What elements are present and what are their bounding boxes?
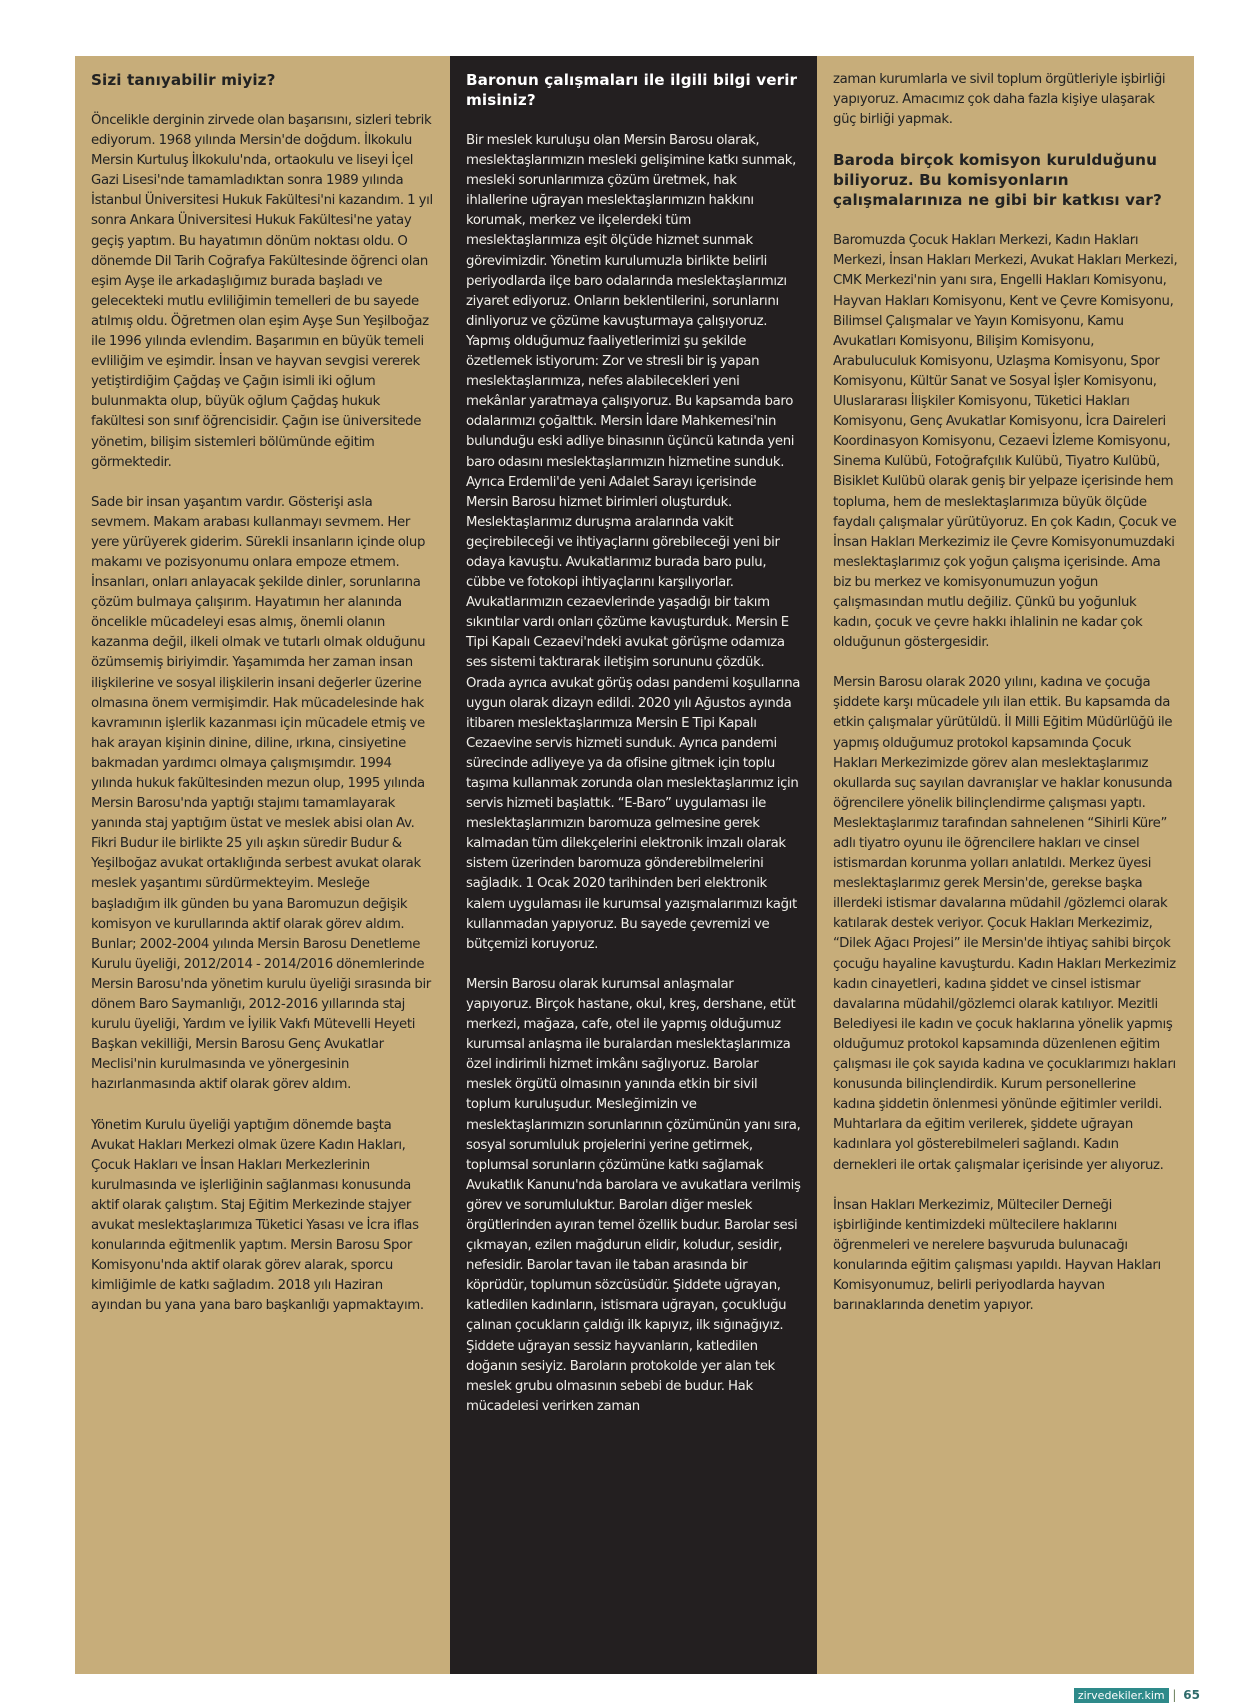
page-number: 65 (1183, 1688, 1200, 1702)
interview-column-1 (75, 56, 450, 1674)
answer-paragraph: Bunlar; 2002-2004 yılında Mersin Barosu Denetleme Kurulu üyeliği, 2012/2014 - 2014/2016 dönemlerinde Mersin Barosu'nda yönetim kurulu üyeliği sırasında bir dönem Baro Saymanlığı, 2012-2016 yıllarında staj kurulu üyeliği, Yardım ve İyilik Vakfı Mütevelli Heyeti Başkan vekilliği, Mersin Barosu Genç Avukatlar Meclisi'nin kurulmasında ve yönergesinin hazırlanmasında aktif olarak görev aldım. (91, 936, 431, 1093)
question-heading: Baroda birçok komisyon kurulduğunu biliyoruz. Bu komisyonların çalışmalarınıza ne gibi bir katkısı var? (833, 151, 1162, 210)
answer-paragraph: Sade bir insan yaşantım vardır. Gösterişi asla sevmem. Makam arabası kullanmayı sevmem. Her yere yürüyerek giderim. Sürekli insanların içinde olup makamı ve pozisyonumu onlara empoze etmem. İnsanları, onları anlayacak şekilde dinler, sorunlarına çözüm bulmaya çalışırım. Hayatımın her alanında öncelikle mücadeleyi esas almış, önemli olanın kazanma değil, ilkeli olmak ve tutarlı olmak olduğunu özümsemiş biriyimdir. Yaşamımda her zaman insan ilişkilerine ve sosyal ilişkilerin insani değerler üzerine olmasına önem vermişimdir. Hak mücadelesinde hak kavramının işlerlik kazanması için mücadele etmiş ve hak arayan kişinin dinine, diline, ırkına, cinsiyetine bakmadan yardımcı olmaya çalışmışımdır. 1994 yılında hukuk fakültesinden mezun olup, 1995 yılında Mersin Barosu'nda yaptığı stajımı tamamlayarak yanında staj yaptığım üstat ve meslek abisi olan Av. Fikri Budur ile birlikte 25 yılı aşkın süredir Budur & Yeşilboğaz avukat ortaklığında serbest avukat olarak meslek yaşantımı sürdürmekteyim. Mesleğe başladığım ilk günden bu yana Baromuzun değişik komisyon ve kurullarında aktif olarak görev aldım. (91, 494, 426, 932)
question-heading: Sizi tanıyabilir miyiz? (91, 71, 276, 89)
answer-paragraph: Mersin Barosu olarak 2020 yılını, kadına ve çocuğa şiddete karşı mücadele yılı ilan ettik. Bu kapsamda da etkin çalışmalar yürütüldü. İl Milli Eğitim Müdürlüğü ile yapmış olduğumuz protokol kapsamında Çocuk Hakları Merkezimizde görev alan meslektaşlarımız okullarda suç sayılan davranışlar ve haklar konusunda öğrencilere yönelik bilinçlendirme çalışması yaptı. Meslektaşlarımız tarafından sahnelenen “Sihirli Küre” adlı tiyatro oyunu ile öğrencilere hakları ve cinsel istismardan korunma yolları anlatıldı. Merkez üyesi meslektaşlarımız gerek Mersin'de, gerekse başka illerdeki istismar davalarına müdahil /gözlemci olarak katılarak destek veriyor. Çocuk Hakları Merkezimiz, “Dilek Ağacı Projesi” ile Mersin'de ihtiyaç sahibi birçok çocuğu hayaline kavuşturdu. Kadın Hakları Merkezimiz kadın cinayetleri, kadına şiddet ve cinsel istismar davalarına müdahil/gözlemci olarak katılıyor. Mezitli Belediyesi ile kadın ve çocuk haklarına yönelik yapmış olduğumuz protokol kapsamında düzenlenen eğitim çalışması ile çok sayıda kadına ve çocuklarımızı hakları konusunda bilinçlendirdik. Kurum personellerine kadına şiddetin önlenmesi yönünde eğitimler verildi. Muhtarlara da eğitim verilerek, şiddete uğrayan kadınlara yol gösterebilmeleri sağlandı. Kadın dernekleri ile ortak çalışmalar içerisinde yer alıyoruz. (833, 675, 1176, 1173)
interview-column-2 (450, 56, 817, 1674)
answer-paragraph: Mersin Barosu olarak kurumsal anlaşmalar yapıyoruz. Birçok hastane, okul, kreş, dershane, etüt merkezi, mağaza, cafe, otel ile yapmış olduğumuz kurumsal anlaşma ile buralardan meslektaşlarımıza özel indirimli hizmet imkânı sağlıyoruz. Barolar meslek örgütü olmasının yanında etkin bir sivil toplum kuruluşudur. Mesleğimizin ve meslektaşlarımızın sorunlarının çözümünün yanı sıra, sosyal sorumluluk projelerini yerine getirmek, toplumsal sorunların çözümüne katkı sağlamak Avukatlık Kanunu'nda barolara ve avukatlara verilmiş görev ve sorumluluktur. Baroları diğer meslek örgütlerinden ayıran temel özellik budur. Barolar sesi çıkmayan, ezilen mağdurun elidir, koludur, sesidir, nefesidir. Barolar tavan ile taban arasında bir köprüdür, toplumun sözcüsüdür. Şiddete uğrayan, katledilen kadınların, istismara uğrayan, çocukluğu çalınan çocukların çaldığı ilk kapıyız, ilk sığınağıyız. Şiddete uğrayan sessiz hayvanların, katledilen doğanın sesiyiz. Baroların protokolde yer alan tek meslek grubu olmasının sebebi de budur. Hak mücadelesi verirken zaman (466, 976, 801, 1414)
answer-paragraph: Bir meslek kuruluşu olan Mersin Barosu olarak, meslektaşlarımızın mesleki gelişimine katkı sunmak, mesleki sorunlarımıza çözüm üretmek, hak ihlallerine uğrayan meslektaşlarımızın hakkını korumak, merkez ve ilçelerdeki tüm meslektaşlarımıza eşit ölçüde hizmet sunmak görevimizdir. Yönetim kurulumuzla birlikte belirli periyodlarda ilçe baro odalarında meslektaşlarımızı ziyaret ediyoruz. Onların beklentilerini, sorunlarını dinliyoruz ve çözüme kavuşturmaya çalışıyoruz. (466, 133, 796, 329)
answer-paragraph: Öncelikle derginin zirvede olan başarısını, sizleri tebrik ediyorum. 1968 yılında Mersin'de doğdum. İlkokulu Mersin Kurtuluş İlkokulu'nda, ortaokulu ve liseyi İçel Gazi Lisesi'nde tamamladıktan sonra 1989 yılında İstanbul Üniversitesi Hukuk Fakültesi'ni kazandım. 1 yıl sonra Ankara Üniversitesi Hukuk Fakültesi'ne yatay geçiş yaptım. Bu hayatımın dönüm noktası oldu. O dönemde Dil Tarih Coğrafya Fakültesinde öğrenci olan eşim Ayşe ile arkadaşlığımız burada başladı ve gelecekteki mutlu evliliğimin temelleri de bu sayede atılmış oldu. Öğretmen olan eşim Ayşe Sun Yeşilboğaz ile 1996 yılında evlendim. Başarımın en büyük temeli evliliğim ve eşimdir. İnsan ve hayvan sevgisi vererek yetiştirdiğim Çağdaş ve Çağın isimli iki oğlum bulunmakta olup, büyük oğlum Çağdaş hukuk fakültesi son sınıf öğrencisidir. Çağın ise üniversitede yönetim, bilişim sistemleri bölümünde eğitim görmektedir. (91, 113, 433, 470)
answer-paragraph: Baromuzda Çocuk Hakları Merkezi, Kadın Hakları Merkezi, İnsan Hakları Merkezi, Avukat Hakları Merkezi, CMK Merkezi'nin yanı sıra, Engelli Hakları Komisyonu, Hayvan Hakları Komisyonu, Kent ve Çevre Komisyonu, Bilimsel Çalışmalar ve Yayın Komisyonu, Kamu Avukatları Komisyonu, Bilişim Komisyonu, Arabuluculuk Komisyonu, Uzlaşma Komisyonu, Spor Komisyonu, Kültür Sanat ve Sosyal İşler Komisyonu, Uluslararası İlişkiler Komisyonu, Tüketici Hakları Komisyonu, Genç Avukatlar Komisyonu, İcra Daireleri Koordinasyon Komisyonu, Cezaevi İzleme Komisyonu, Sinema Kulübü, Fotoğrafçılık Kulübü, Tiyatro Kulübü, Bisiklet Kulübü olarak geniş bir yelpaze içerisinde hem topluma, hem de meslektaşlarımıza büyük ölçüde faydalı çalışmalar yürütüyoruz. En çok Kadın, Çocuk ve İnsan Hakları Merkezimiz ile Çevre Komisyonumuzdaki meslektaşlarımız çok yoğun çalışma içerisinde. Ama biz bu merkez ve komisyonumuzun yoğun çalışmasından mutlu değiliz. Çünkü bu yoğunluk kadın, çocuk ve çevre hakkı ihlalinin ne kadar çok olduğunun göstergesidir. (833, 233, 1178, 651)
page-footer (1074, 1688, 1200, 1702)
question-heading: Baronun çalışmaları ile ilgili bilgi verir misiniz? (466, 71, 798, 109)
footer-site: zirvedekiler.kim (1074, 1688, 1169, 1703)
interview-column-3 (817, 56, 1194, 1674)
footer-divider: | (1172, 1688, 1177, 1702)
answer-paragraph: Yapmış olduğumuz faaliyetlerimizi şu şekilde özetlemek istiyorum: Zor ve stresli bir iş yapan meslektaşlarımıza, nefes alabilecekleri yeni mekânlar yaratmaya çalışıyoruz. Bu kapsamda baro odalarımızı çoğalttık. Mersin İdare Mahkemesi'nin bulunduğu eski adliye binasının üçüncü katında yeni baro odasını meslektaşlarımızın hizmetine sunduk. Ayrıca Erdemli'de yeni Adalet Sarayı içerisinde Mersin Barosu hizmet birimleri oluşturduk. Meslektaşlarımız duruşma aralarında vakit geçirebileceği ve ihtiyaçlarını görebileceği yeni bir odaya kavuştu. Avukatlarımız burada baro pulu, cübbe ve fotokopi ihtiyaçlarını karşılıyorlar. Avukatlarımızın cezaevlerinde yaşadığı bir takım sıkıntılar vardı onları çözüme kavuşturduk. Mersin E Tipi Kapalı Cezaevi'ndeki avukat görüşme odamıza ses sistemi taktırarak iletişim sorununu çözdük. Orada ayrıca avukat görüş odası pandemi koşullarına uygun olarak dizayn edildi. 2020 yılı Ağustos ayında itibaren meslektaşlarımıza Mersin E Tipi Kapalı Cezaevine servis hizmeti sunduk. Ayrıca pandemi sürecinde adliyeye ya da ofisine gitmek için toplu taşıma kullanmak zorunda olan meslektaşlarımız için servis hizmeti başlattık. “E-Baro” uygulaması ile meslektaşlarımızın baromuza gelmesine gerek kalmadan tüm dilekçelerini elektronik imzalı olarak sistem üzerinden baromuza gönderebilmelerini sağladık. 1 Ocak 2020 tarihinden beri elektronik kalem uygulaması ile kurumsal yazışmalarımızı kağıt kullanmadan yapıyoruz. Bu sayede çevremizi ve bütçemizi koruyoruz. (466, 333, 801, 952)
answer-paragraph: Yönetim Kurulu üyeliği yaptığım dönemde başta Avukat Hakları Merkezi olmak üzere Kadın Hakları, Çocuk Hakları ve İnsan Hakları Merkezlerinin kurulmasında ve işlerliğinin sağlanması konusunda aktif olarak çalıştım. Staj Eğitim Merkezinde stajyer avukat meslektaşlarımıza Tüketici Yasası ve İcra iflas konularında eğitmenlik yaptım. Mersin Barosu Spor Komisyonu'nda aktif olarak görev alarak, sporcu kimliğimle de katkı sağladım. 2018 yılı Haziran ayından bu yana yana baro başkanlığı yapmaktayım. (91, 1117, 424, 1314)
answer-paragraph: zaman kurumlarla ve sivil toplum örgütleriyle işbirliği yapıyoruz. Amacımız çok daha fazla kişiye ulaşarak güç birliği yapmak. (833, 72, 1166, 128)
answer-paragraph: İnsan Hakları Merkezimiz, Mülteciler Derneği işbirliğinde kentimizdeki mültecilere haklarını öğrenmeleri ve nerelere başvuruda bulunacağı konularında eğitim çalışması yapıldı. Hayvan Hakları Komisyonumuz, belirli periyodlarda hayvan barınaklarında denetim yapıyor. (833, 1197, 1161, 1314)
